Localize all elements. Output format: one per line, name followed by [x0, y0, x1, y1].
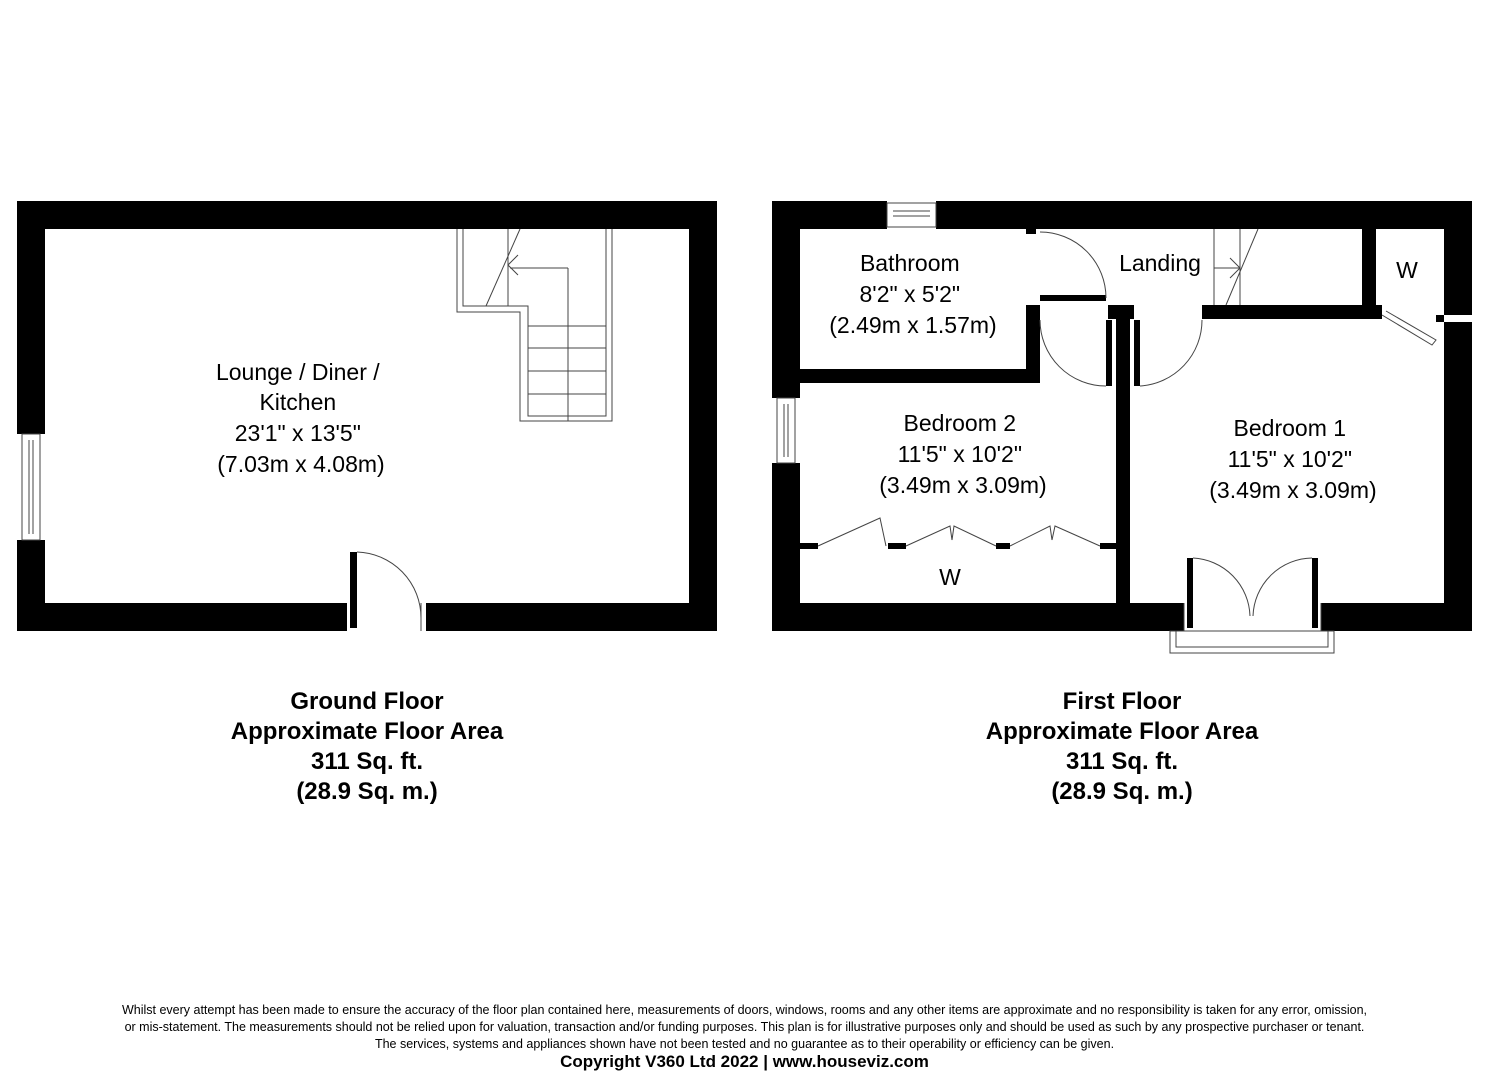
- disclaimer-line: Whilst every attempt has been made to ensure the accuracy of the floor plan contained here, measurements of doors, windows, rooms and any other items are approximate and no responsibility is taken for any error, omission,: [121, 1003, 1368, 1017]
- disclaimer-text: [20, 1002, 1469, 1053]
- ff-bedroom1-imperial: 11'5" x 10'2": [1227, 446, 1353, 472]
- ff-wall-left-upper: [772, 201, 800, 398]
- ff-wardrobe-label: W: [939, 564, 961, 590]
- first-floor-area-summary: [922, 687, 1322, 807]
- ff-bedroom2-label: [879, 410, 1046, 498]
- ff-bedroom2-name: Bedroom 2: [903, 410, 1017, 436]
- disclaimer-line: The services, systems and appliances shown have not been tested and no guarantee as to their operability or efficiency can be given.: [374, 1037, 1115, 1051]
- ff-bathroom-name: Bathroom: [859, 250, 960, 276]
- ground-floor-area-sqft: 311 Sq. ft.: [310, 748, 424, 775]
- first-floor-plan: [772, 201, 1472, 653]
- ff-staircase: [1214, 229, 1258, 305]
- first-floor-area-subtitle: Approximate Floor Area: [985, 718, 1259, 745]
- ff-landing-label: Landing: [1119, 250, 1201, 276]
- ground-floor-plan: [17, 201, 717, 631]
- gf-staircase: [457, 229, 612, 421]
- ff-wall-right-upper: [1444, 201, 1472, 315]
- ff-wall-right-lower: [1444, 322, 1472, 631]
- ff-bedroom1-french-doors: [1170, 558, 1334, 653]
- ff-wall-top-right: [936, 201, 1472, 229]
- ff-bedroom1-label: [1209, 415, 1376, 503]
- gf-front-door: [350, 552, 421, 631]
- gf-wall-right: [689, 201, 717, 631]
- ff-cupboard-door: [1382, 311, 1436, 345]
- ff-bathroom-label: [829, 250, 996, 338]
- first-floor-area-sqm: (28.9 Sq. m.): [1051, 778, 1193, 805]
- ground-floor-area-sqm: (28.9 Sq. m.): [296, 778, 438, 805]
- gf-wall-bottom-right: [426, 603, 717, 631]
- ff-cupboard-label: W: [1396, 257, 1418, 283]
- ff-wall-bottom-left: [772, 603, 1184, 631]
- ff-bedroom2-imperial: 11'5" x 10'2": [897, 441, 1023, 467]
- gf-wall-top: [17, 201, 717, 229]
- gf-lounge-name-line1: Lounge / Diner /: [215, 359, 380, 385]
- ff-wall-cupboard-left: [1362, 229, 1376, 319]
- ff-bedroom2-door: [1040, 320, 1112, 386]
- ground-floor-area-summary: [167, 687, 567, 807]
- gf-wall-left-upper: [17, 201, 45, 434]
- ff-bedroom2-wardrobe: [800, 518, 1116, 549]
- ground-floor-title: Ground Floor: [290, 688, 444, 715]
- ff-bathroom-imperial: 8'2" x 5'2": [859, 281, 961, 307]
- gf-lounge-metric: (7.03m x 4.08m): [217, 451, 385, 477]
- ff-wall-bathroom-right: [1026, 305, 1040, 383]
- ff-bathroom-metric: (2.49m x 1.57m): [829, 312, 997, 338]
- ground-floor-area-subtitle: Approximate Floor Area: [230, 718, 504, 745]
- gf-lounge-label: [216, 359, 386, 477]
- ff-wall-bottom-right: [1321, 603, 1472, 631]
- first-floor-title: First Floor: [1062, 688, 1182, 715]
- gf-window-left: [22, 434, 40, 540]
- ff-bathroom-door: [1040, 232, 1106, 301]
- gf-lounge-name-line2: Kitchen: [259, 389, 337, 415]
- ff-wall-central: [1116, 305, 1130, 605]
- disclaimer-line: or mis-statement. The measurements should not be relied upon for valuation, transaction and/or funding purposes. This plan is for illustrative purposes only and should be used as such by any prospective purchaser or tenant.: [124, 1020, 1365, 1034]
- ff-bedroom1-name: Bedroom 1: [1233, 415, 1347, 441]
- ff-bedroom1-door: [1134, 320, 1202, 386]
- gf-wall-bottom-left: [17, 603, 347, 631]
- ff-bedroom1-metric: (3.49m x 3.09m): [1209, 477, 1377, 503]
- ff-wall-bathroom-bottom: [772, 369, 1040, 383]
- ff-window-bathroom: [887, 203, 936, 227]
- first-floor-area-sqft: 311 Sq. ft.: [1065, 748, 1179, 775]
- ff-wall-bathroom-stub: [1026, 229, 1036, 234]
- ff-wall-cupboard-bottom-stub: [1436, 315, 1444, 322]
- copyright-notice: Copyright V360 Ltd 2022 | www.houseviz.com: [560, 1052, 929, 1071]
- ff-window-bedroom2: [777, 398, 795, 463]
- gf-lounge-imperial: 23'1" x 13'5": [234, 420, 361, 446]
- ff-bedroom2-metric: (3.49m x 3.09m): [879, 472, 1047, 498]
- ff-wall-landing-bedroom1: [1202, 305, 1382, 319]
